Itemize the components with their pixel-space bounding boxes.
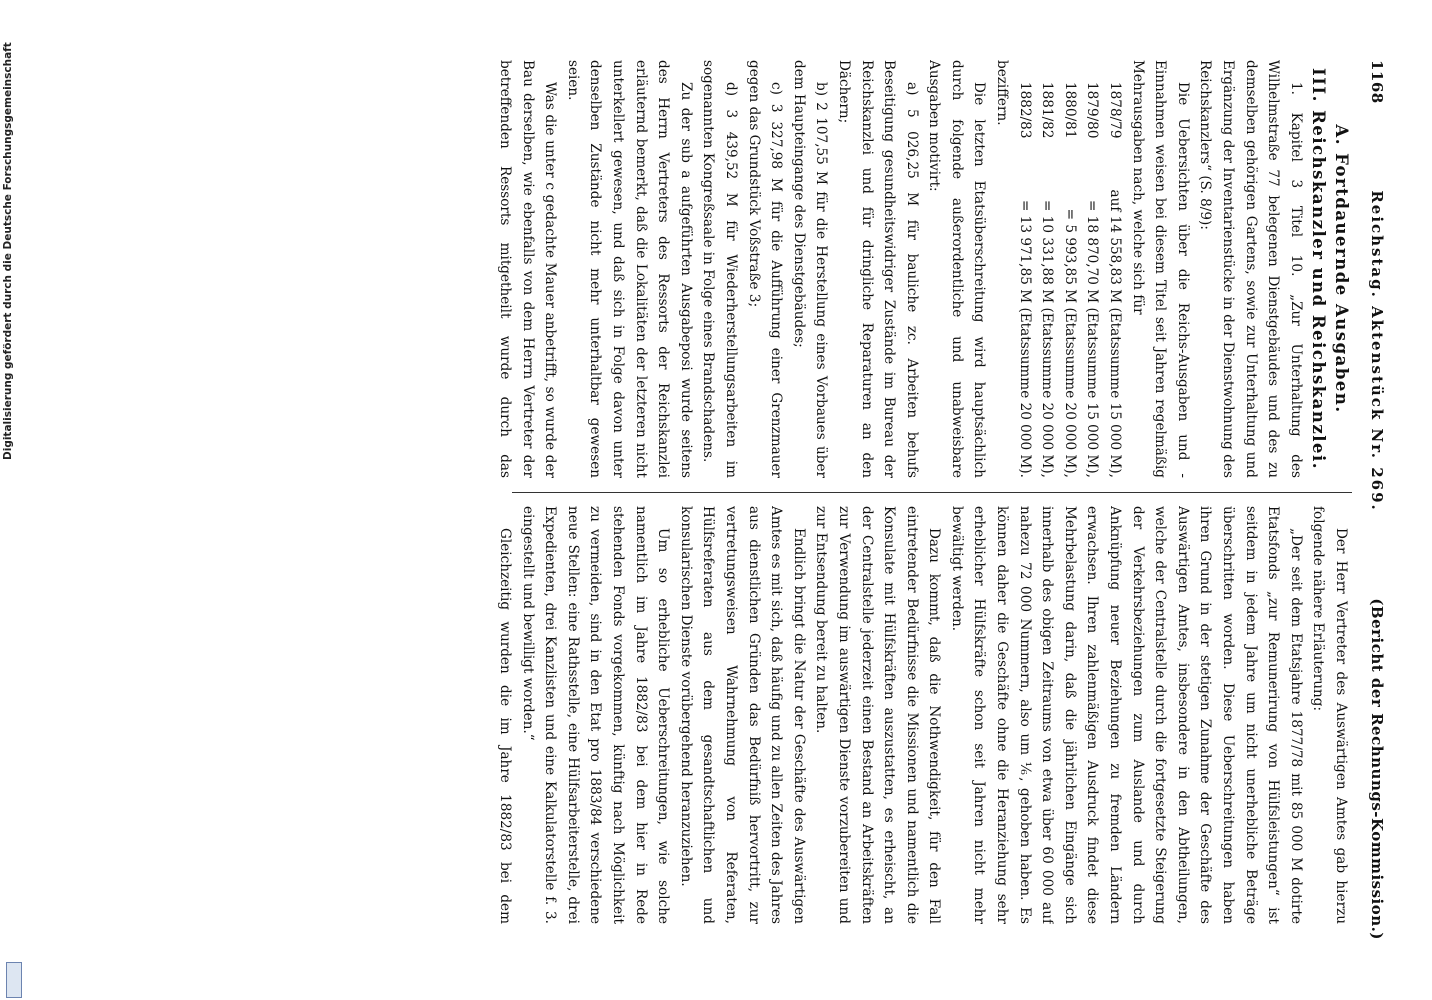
expense-year: 1878/79 [1107, 82, 1124, 139]
expense-text: = 5 993,85 M (Etatssumme 20 000 M), [1061, 208, 1078, 478]
expense-row [1103, 60, 1126, 478]
column-divider [512, 492, 1352, 493]
expense-row [1013, 60, 1036, 478]
paragraph: „Der seit dem Etatsjahre 1877/78 mit 85 000 M dotirte Etatsfonds „zur Remunerirung von Hülfsleistungen“ ist seitdem in jedem Jahre um nicht unerhebliche Beträge überschritten worden. Diese Ueberschreitungen haben ihren Grund in der stetigen Zunahme der Geschäfte des Auswärtigen Amtes, insbesondere in den Abtheilungen, welche der Centralstelle durch die fortgesetzte Steigerung der Verkehrsbeziehungen zum Auslande und durch Anknüpfung neuer Beziehungen zu fremden Ländern erwachsen. Ihren zahlenmäßigen Ausdruck findet diese Mehrbelastung darin, daß die jährlichen Eingänge sich innerhalb des obigen Zeitraums von etwa über 60 000 auf nahezu 72 000 Nummern, also um ⅙, gehoben haben. Es können daher die Geschäfte ohne die Heranziehung sehr erheblicher Hülfskräfte schon seit Jahren nicht mehr bewältigt werden. [948, 506, 1304, 924]
expense-text: auf 14 558,83 M (Etatssumme 15 000 M), [1107, 189, 1124, 478]
paragraph: beziffern. [994, 60, 1011, 126]
rotated-page-content [88, 60, 1388, 940]
expense-year: 1880/81 [1061, 82, 1078, 139]
paragraph: 1. Kapitel 3 Titel 10. „Zur Unterhaltung des Wilhelmstraße 77 belegenen Dienstgebäudes und des zu demselben gehörigen Gartens, sowie zur Unterhaltung und Ergänzung der Inventarienstücke in der Dienstwohnung des Reichskanzlers“ (S. 8/9): [1197, 60, 1304, 478]
expense-year: 1881/82 [1039, 82, 1056, 139]
funding-note: Digitalisierung gefördert durch die Deutsche Forschungsgemeinschaft [2, 42, 14, 460]
paragraph: Dazu kommt, daß die Nothwendigkeit, für den Fall eintretender Bedürfnisse die Missionen und namentlich die Konsulate mit Hülfskräften auszustatten, es erheischt, an der Centralstelle jederzeit einen Bestand an Arbeitskräften zur Verwendung im auswärtigen Dienste vorzubereiten und zur Entsendung bereit zu halten. [813, 506, 943, 924]
expense-text: = 13 971,85 M (Etatssumme 20 000 M). [1016, 200, 1033, 478]
paragraph: Die Uebersichten über die Reichs-Ausgaben und -Einnahmen weisen bei diesem Titel seit Jahren regelmäßig Mehrausgaben nach, welche sich für [1129, 60, 1191, 478]
paragraph: Der Herr Vertreter des Auswärtigen Amtes gab hierzu folgende nähere Erläuterung: [1310, 506, 1349, 924]
left-column [492, 60, 1352, 478]
digitization-strip [0, 0, 30, 1000]
list-item: c) 3 327,98 M für die Aufführung einer Grenzmauer gegen das Grundstück Voßstraße 3; [745, 60, 785, 478]
expense-row [1081, 60, 1104, 478]
paragraph: Endlich bringt die Natur der Geschäfte des Auswärtigen Amtes es mit sich, daß häufig und zu allen Zeiten des Jahres aus dienstlichen Gründen das Bedürfniß hervortritt, zur vertretungsweisen Wahrnehmung von Referaten, Hülfsreferaten aus dem gesandtschaftlichen und konsularischen Dienste vorübergehend heranzuziehen. [677, 506, 807, 924]
expense-text: = 18 870,70 M (Etatssumme 15 000 M), [1084, 200, 1101, 478]
right-column [492, 506, 1352, 924]
dfg-logo-icon [6, 962, 22, 998]
section-a-title: A. Fortdauernde Ausgaben. [1332, 124, 1351, 414]
paragraph: Um so erhebliche Ueberschreitungen, wie solche namentlich im Jahre 1882/83 bei dem hier in Rede stehenden Fonds vorgekommen, künftig nach Möglichkeit zu vermeiden, sind in den Etat pro 1883/84 verschiedene neue Stellen: eine Rathsstelle, eine Hülfsarbeiterstelle, drei Expedienten, drei Kanzlisten und eine Kalkulatorstelle f. 3. eingestellt und bewilligt worden.“ [519, 506, 672, 924]
page-number: 1168 [1368, 60, 1386, 104]
expense-text: = 10 331,88 M (Etatssumme 20 000 M), [1039, 200, 1056, 478]
list-item: d) 3 439,52 M für Wiederherstellungsarbeiten im sogenannten Kongreßsaale in Folge eines Brandschadens. [700, 60, 739, 478]
paragraph: Was die unter c gedachte Mauer anbetrifft, so wurde der Bau derselben, wie ebenfalls von dem Herrn Vertreter der betreffenden Ressorts mitgetheilt wurde durch das [497, 60, 559, 478]
expense-year: 1882/83 [1016, 82, 1033, 139]
header-right: (Bericht der Rechnungs-Kommission.) [1368, 598, 1386, 940]
list-item: b) 2 107,55 M für die Herstellung eines Vorbaues über dem Haupteingange des Dienstgebäudes; [790, 60, 830, 478]
paragraph: Die letzten Etatsüberschreitung wird hauptsächlich durch folgende außerordentliche und unabweisbare Ausgaben motivirt: [926, 60, 988, 478]
header-center: Reichstag. Aktenstück Nr. 269. [1368, 190, 1386, 512]
paragraph: Zu der sub a aufgeführten Ausgabeposi wurde seitens des Herrn Vertreters des Ressorts der Reichskanzlei erläuternd bemerkt, daß die Lokalitäten der letzteren nicht unterkellert gewesen, und daß sich in Folge davon unter denselben Zustände nicht mehr unterhaltbar gewesen seien. [564, 60, 694, 478]
section-iii-title: III. Reichskanzler und Reichskanzlei. [1309, 68, 1329, 470]
expense-row [1036, 60, 1059, 478]
list-item: a) 5 026,25 M für bauliche zc. Arbeiten behufs Beseitigung gesundheitswidriger Zustände im Bureau der Reichskanzlei und für dringliche Reparaturen an den Dächern; [835, 60, 920, 478]
scanned-page [88, 60, 1388, 940]
expense-year: 1879/80 [1084, 82, 1101, 139]
page-header [1362, 60, 1388, 940]
paragraph: Gleichzeitig wurden die im Jahre 1882/83 bei dem [497, 528, 514, 924]
expense-row [1058, 60, 1081, 478]
